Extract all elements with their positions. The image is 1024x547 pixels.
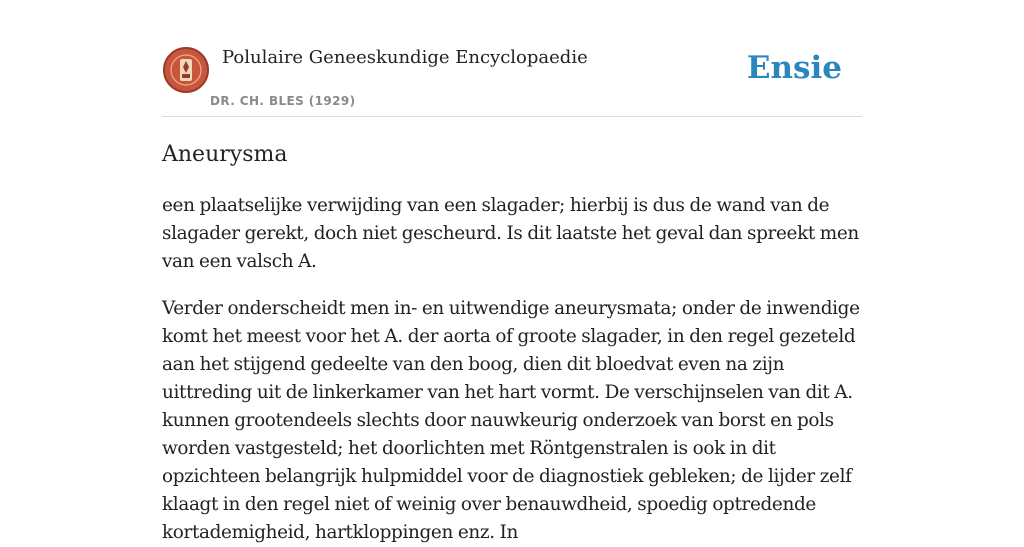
ensie-logo-link[interactable]: Ensie <box>746 50 842 86</box>
site-header <box>162 40 862 117</box>
author-label: DR. CH. BLES (1929) <box>210 94 356 108</box>
entry-content <box>162 140 862 547</box>
entry-paragraph: Verder onderscheidt men in- en uitwendige aneurysmata; onder de inwendige komt het meest voor het A. der aorta of groote slagader, in den regel gezeteld aan het stijgend gedeelte van den boog, dien dit bloedvat even na zijn uittreding uit de linkerkamer van het hart vormt. De verschijnselen van dit A. kunnen grootendeels slechts door nauwkeurig onderzoek van borst en pols worden vastgesteld; het doorlichten met Röntgenstralen is ook in dit opzichteen belangrijk hulpmiddel voor de diagnostiek gebleken; de lijder zelf klaagt in den regel niet of weinig over benauwdheid, spoedig optredende kortademigheid, hartkloppingen enz. In <box>162 298 860 543</box>
entry-paragraph: een plaatselijke verwijding van een slagader; hierbij is dus de wand van de slagader gerekt, doch niet gescheurd. Is dit laatste het geval dan spreekt men van een valsch A. <box>162 195 859 272</box>
book-cover-icon[interactable] <box>163 46 209 94</box>
book-title[interactable]: Polulaire Geneeskundige Encyclopaedie <box>222 47 588 68</box>
entry-title: Aneurysma <box>162 142 288 167</box>
